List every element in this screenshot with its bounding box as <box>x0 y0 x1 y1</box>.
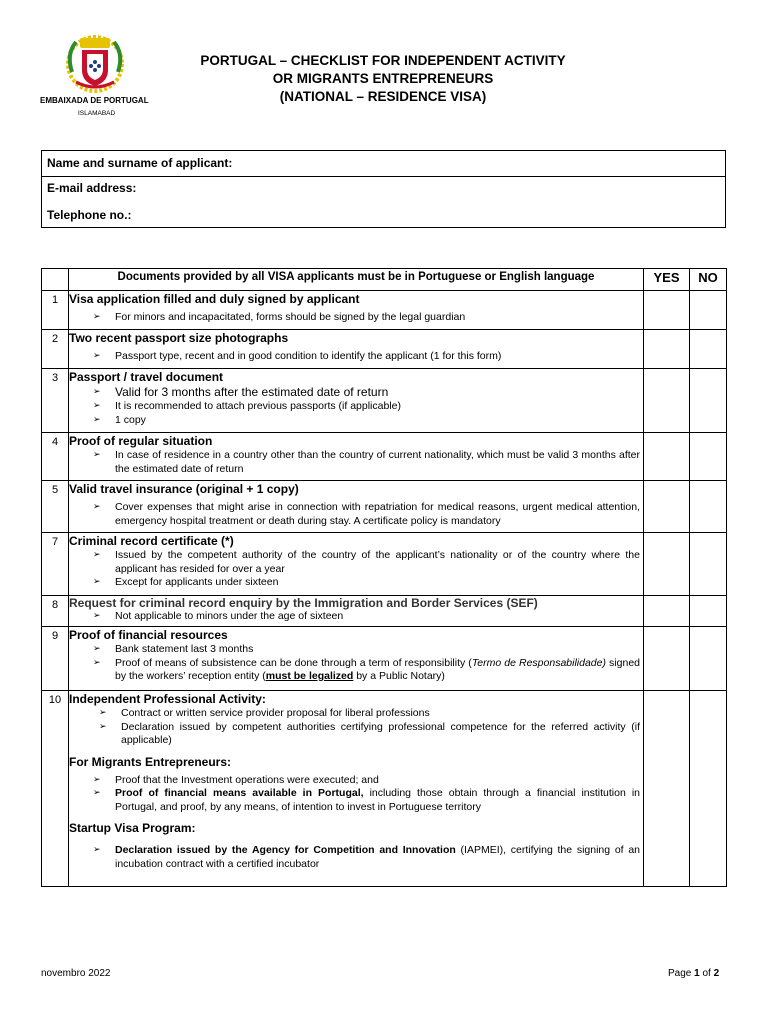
bullet-emphasis: must be legalized <box>265 670 354 682</box>
page-number <box>668 968 719 979</box>
row-number: 7 <box>42 533 69 596</box>
row-title: Proof of financial resources <box>69 628 228 642</box>
row-content <box>69 433 644 481</box>
embassy-city: ISLAMABAD <box>78 110 116 117</box>
no-checkbox-cell[interactable] <box>690 330 727 369</box>
applicant-info-box <box>41 150 726 228</box>
yes-checkbox-cell[interactable] <box>644 433 690 481</box>
table-row <box>42 596 727 627</box>
header-no: NO <box>690 269 727 291</box>
row-content <box>69 330 644 369</box>
no-checkbox-cell[interactable] <box>690 627 727 691</box>
yes-checkbox-cell[interactable] <box>644 481 690 533</box>
portugal-coat-of-arms-icon <box>62 34 128 94</box>
list-item: ➢ Proof that the Investment operations were executed; and <box>69 774 643 788</box>
row-number: 3 <box>42 369 69 433</box>
yes-checkbox-cell[interactable] <box>644 533 690 596</box>
no-checkbox-cell[interactable] <box>690 291 727 330</box>
list-item <box>69 657 643 684</box>
bullet-emphasis: Proof of financial means available in Portugal, <box>115 787 364 799</box>
row-number: 10 <box>42 691 69 887</box>
list-item: ➢ Passport type, recent and in good condition to identify the applicant (1 for this form) <box>69 350 643 364</box>
no-checkbox-cell[interactable] <box>690 481 727 533</box>
yes-checkbox-cell[interactable] <box>644 627 690 691</box>
list-item: ➢ In case of residence in a country other than the country of current nationality, which must be valid 3 months after the estimated date of return <box>69 449 643 476</box>
list-item: ➢ Except for applicants under sixteen <box>69 576 643 590</box>
row-title: Proof of regular situation <box>69 434 213 448</box>
header-yes: YES <box>644 269 690 291</box>
table-row <box>42 433 727 481</box>
table-row <box>42 330 727 369</box>
table-row <box>42 369 727 433</box>
row-title: Request for criminal record enquiry by the Immigration and Border Services (SEF) <box>69 596 538 610</box>
list-item <box>69 787 643 814</box>
row-content <box>69 291 644 330</box>
list-item: ➢ It is recommended to attach previous passports (if applicable) <box>69 400 643 414</box>
header-num-cell <box>42 269 69 291</box>
table-row <box>42 627 727 691</box>
row-title: Passport / travel document <box>69 370 224 384</box>
table-header-row <box>42 269 727 291</box>
bullet-text: Proof of means of subsistence can be done through a term of responsibility ( <box>115 656 472 669</box>
yes-checkbox-cell[interactable] <box>644 369 690 433</box>
no-checkbox-cell[interactable] <box>690 691 727 887</box>
section-heading: For Migrants Entrepreneurs: <box>69 754 232 769</box>
applicant-name-row <box>42 151 725 177</box>
no-checkbox-cell[interactable] <box>690 433 727 481</box>
no-checkbox-cell[interactable] <box>690 596 727 627</box>
list-item <box>69 844 643 871</box>
row-content <box>69 691 644 887</box>
bullet-text: (IAPMEI), certifying the signing of an incubation contract with a certified incubator <box>115 844 641 870</box>
list-item: ➢ Cover expenses that might arise in connection with repatriation for medical reasons, urgent medical attention, emergency hospital treatment or death during stay. A certificate policy is mandatory <box>69 501 643 528</box>
bullet-text: signed by the workers’ reception entity ( <box>115 656 640 682</box>
row-content <box>69 627 644 691</box>
table-row <box>42 481 727 533</box>
telephone-label: Telephone no.: <box>47 208 132 222</box>
list-item: ➢ Declaration issued by competent authorities certifying professional competence for the referred activity (if applicable) <box>75 721 643 748</box>
bullet-text: by a Public Notary) <box>353 670 445 682</box>
list-item: ➢ Not applicable to minors under the age of sixteen <box>69 610 643 624</box>
email-label: E-mail address: <box>47 181 137 195</box>
bullet-text: including those obtain through a financial institution in Portugal, and proof, by any means, of intention to invest in Portuguese territory <box>115 787 640 813</box>
bullet-italic-text: Termo de Responsabilidade) <box>471 656 606 669</box>
table-row <box>42 533 727 596</box>
no-checkbox-cell[interactable] <box>690 369 727 433</box>
table-row <box>42 291 727 330</box>
footer-date: novembro 2022 <box>41 968 111 979</box>
yes-checkbox-cell[interactable] <box>644 691 690 887</box>
bullet-emphasis: Declaration issued by the Agency for Competition and Innovation <box>115 844 456 856</box>
row-title: Criminal record certificate (*) <box>69 534 234 548</box>
list-item: ➢ Valid for 3 months after the estimated date of return <box>69 385 643 400</box>
row-number: 8 <box>42 596 69 627</box>
list-item: ➢ Contract or written service provider proposal for liberal professions <box>75 707 643 721</box>
row-number: 4 <box>42 433 69 481</box>
section-heading: Startup Visa Program: <box>69 821 196 835</box>
total-pages: 2 <box>713 968 720 979</box>
list-item: ➢ Issued by the competent authority of the country of the applicant’s nationality or of the country where the applicant has resided for over a year <box>69 549 643 576</box>
page-label: Page <box>668 968 695 979</box>
row-number: 2 <box>42 330 69 369</box>
list-item: ➢ 1 copy <box>69 414 643 428</box>
title-line: (NATIONAL – RESIDENCE VISA) <box>279 89 487 104</box>
row-number: 1 <box>42 291 69 330</box>
row-content <box>69 533 644 596</box>
row-title: Valid travel insurance (original + 1 copy) <box>69 482 299 496</box>
applicant-name-label: Name and surname of applicant: <box>47 156 233 170</box>
title-line: PORTUGAL – CHECKLIST FOR INDEPENDENT ACTIVITY <box>200 53 566 68</box>
list-item: ➢ Bank statement last 3 months <box>69 643 643 657</box>
yes-checkbox-cell[interactable] <box>644 330 690 369</box>
document-checklist-table <box>41 268 727 887</box>
row-number: 9 <box>42 627 69 691</box>
row-number: 5 <box>42 481 69 533</box>
table-row <box>42 691 727 887</box>
row-title: Visa application filled and duly signed by applicant <box>69 292 360 306</box>
yes-checkbox-cell[interactable] <box>644 291 690 330</box>
row-title: Independent Professional Activity: <box>69 692 266 706</box>
embassy-name: EMBAIXADA DE PORTUGAL <box>40 96 149 105</box>
list-item: ➢ For minors and incapacitated, forms should be signed by the legal guardian <box>69 311 643 325</box>
row-content <box>69 481 644 533</box>
yes-checkbox-cell[interactable] <box>644 596 690 627</box>
row-content <box>69 369 644 433</box>
title-line: OR MIGRANTS ENTREPRENEURS <box>272 71 494 86</box>
header-description: Documents provided by all VISA applicants must be in Portuguese or English language <box>69 269 644 291</box>
page-title <box>150 52 616 106</box>
current-page: 1 <box>694 968 700 979</box>
no-checkbox-cell[interactable] <box>690 533 727 596</box>
row-title: Two recent passport size photographs <box>69 331 289 345</box>
page-of-label: of <box>699 968 714 979</box>
row-content <box>69 596 644 627</box>
